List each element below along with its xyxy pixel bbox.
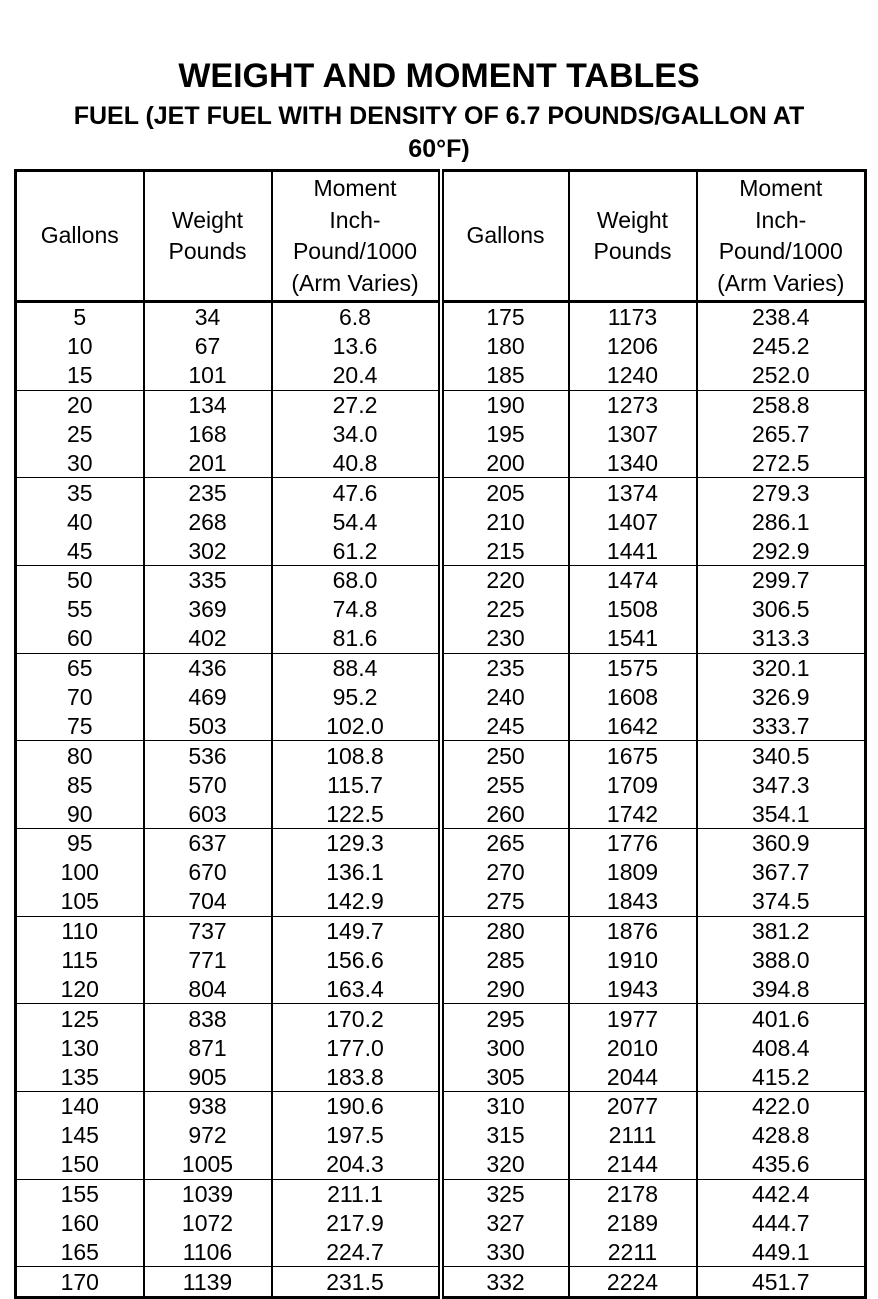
table-row xyxy=(16,974,866,1003)
cell-weight: 1307 xyxy=(569,420,697,449)
table-row xyxy=(16,624,866,653)
cell-moment: 442.4 xyxy=(697,1179,866,1208)
cell-gallons: 170 xyxy=(16,1267,144,1298)
table-row xyxy=(16,302,866,332)
cell-gallons: 95 xyxy=(16,829,144,858)
cell-moment: 231.5 xyxy=(272,1267,441,1298)
cell-gallons: 205 xyxy=(441,478,569,507)
cell-moment: 272.5 xyxy=(697,448,866,477)
header-moment-line-4: (Arm Varies) xyxy=(717,269,845,296)
cell-gallons: 145 xyxy=(16,1121,144,1150)
cell-moment: 204.3 xyxy=(272,1150,441,1179)
cell-weight: 737 xyxy=(144,916,272,945)
cell-moment: 449.1 xyxy=(697,1238,866,1267)
cell-gallons: 60 xyxy=(16,624,144,653)
cell-gallons: 120 xyxy=(16,974,144,1003)
cell-gallons: 285 xyxy=(441,946,569,975)
table-row xyxy=(16,332,866,361)
cell-gallons: 20 xyxy=(16,390,144,419)
cell-moment: 183.8 xyxy=(272,1062,441,1091)
cell-gallons: 10 xyxy=(16,332,144,361)
cell-moment: 88.4 xyxy=(272,653,441,682)
cell-weight: 1977 xyxy=(569,1004,697,1033)
cell-moment: 54.4 xyxy=(272,507,441,536)
cell-gallons: 150 xyxy=(16,1150,144,1179)
cell-gallons: 90 xyxy=(16,799,144,828)
cell-moment: 422.0 xyxy=(697,1092,866,1121)
cell-weight: 201 xyxy=(144,448,272,477)
header-weight-left xyxy=(144,171,272,302)
table-row xyxy=(16,390,866,419)
cell-moment: 401.6 xyxy=(697,1004,866,1033)
cell-weight: 168 xyxy=(144,420,272,449)
cell-moment: 444.7 xyxy=(697,1209,866,1238)
cell-moment: 13.6 xyxy=(272,332,441,361)
table-row xyxy=(16,1267,866,1298)
table-row xyxy=(16,1121,866,1150)
cell-gallons: 327 xyxy=(441,1209,569,1238)
cell-gallons: 40 xyxy=(16,507,144,536)
table-row xyxy=(16,653,866,682)
cell-gallons: 225 xyxy=(441,595,569,624)
cell-gallons: 305 xyxy=(441,1062,569,1091)
cell-gallons: 230 xyxy=(441,624,569,653)
header-gallons-label: Gallons xyxy=(466,222,545,249)
cell-weight: 1742 xyxy=(569,799,697,828)
cell-weight: 905 xyxy=(144,1062,272,1091)
cell-gallons: 125 xyxy=(16,1004,144,1033)
cell-gallons: 140 xyxy=(16,1092,144,1121)
cell-weight: 2010 xyxy=(569,1033,697,1062)
cell-gallons: 55 xyxy=(16,595,144,624)
cell-weight: 704 xyxy=(144,887,272,916)
cell-moment: 326.9 xyxy=(697,683,866,712)
cell-moment: 142.9 xyxy=(272,887,441,916)
header-moment-line-2: Inch- xyxy=(329,206,381,233)
cell-weight: 34 xyxy=(144,302,272,332)
cell-weight: 2077 xyxy=(569,1092,697,1121)
cell-moment: 306.5 xyxy=(697,595,866,624)
cell-weight: 2044 xyxy=(569,1062,697,1091)
cell-weight: 436 xyxy=(144,653,272,682)
cell-moment: 197.5 xyxy=(272,1121,441,1150)
cell-weight: 1441 xyxy=(569,536,697,565)
table-row xyxy=(16,916,866,945)
cell-gallons: 15 xyxy=(16,361,144,390)
header-moment-line-4: (Arm Varies) xyxy=(291,269,419,296)
header-gallons-label: Gallons xyxy=(40,222,119,249)
cell-gallons: 210 xyxy=(441,507,569,536)
cell-weight: 670 xyxy=(144,858,272,887)
cell-moment: 408.4 xyxy=(697,1033,866,1062)
cell-moment: 27.2 xyxy=(272,390,441,419)
cell-moment: 190.6 xyxy=(272,1092,441,1121)
cell-moment: 136.1 xyxy=(272,858,441,887)
cell-weight: 2189 xyxy=(569,1209,697,1238)
cell-weight: 570 xyxy=(144,770,272,799)
cell-moment: 61.2 xyxy=(272,536,441,565)
cell-gallons: 315 xyxy=(441,1121,569,1150)
cell-moment: 40.8 xyxy=(272,448,441,477)
cell-weight: 1106 xyxy=(144,1238,272,1267)
cell-weight: 1508 xyxy=(569,595,697,624)
cell-gallons: 310 xyxy=(441,1092,569,1121)
cell-moment: 333.7 xyxy=(697,711,866,740)
header-gallons-left xyxy=(16,171,144,302)
cell-weight: 503 xyxy=(144,711,272,740)
cell-moment: 299.7 xyxy=(697,566,866,595)
cell-gallons: 280 xyxy=(441,916,569,945)
cell-weight: 1474 xyxy=(569,566,697,595)
table-row xyxy=(16,1179,866,1208)
cell-weight: 804 xyxy=(144,974,272,1003)
table-row xyxy=(16,799,866,828)
table-row xyxy=(16,711,866,740)
cell-gallons: 135 xyxy=(16,1062,144,1091)
cell-gallons: 235 xyxy=(441,653,569,682)
cell-gallons: 110 xyxy=(16,916,144,945)
cell-moment: 74.8 xyxy=(272,595,441,624)
subtitle-line-1: FUEL (JET FUEL WITH DENSITY OF 6.7 POUNDS/GALLON AT xyxy=(73,102,805,130)
header-moment-line-2: Inch- xyxy=(755,206,807,233)
cell-moment: 6.8 xyxy=(272,302,441,332)
cell-weight: 2211 xyxy=(569,1238,697,1267)
cell-moment: 265.7 xyxy=(697,420,866,449)
cell-weight: 1139 xyxy=(144,1267,272,1298)
fuel-weight-moment-table xyxy=(14,169,867,1299)
cell-weight: 771 xyxy=(144,946,272,975)
table-row xyxy=(16,770,866,799)
cell-gallons: 295 xyxy=(441,1004,569,1033)
cell-moment: 415.2 xyxy=(697,1062,866,1091)
cell-weight: 1407 xyxy=(569,507,697,536)
table-row xyxy=(16,683,866,712)
cell-moment: 347.3 xyxy=(697,770,866,799)
cell-weight: 1005 xyxy=(144,1150,272,1179)
cell-gallons: 115 xyxy=(16,946,144,975)
cell-gallons: 85 xyxy=(16,770,144,799)
table-row xyxy=(16,1033,866,1062)
table-row xyxy=(16,858,866,887)
table-row xyxy=(16,566,866,595)
cell-weight: 101 xyxy=(144,361,272,390)
cell-weight: 972 xyxy=(144,1121,272,1150)
cell-weight: 871 xyxy=(144,1033,272,1062)
cell-moment: 47.6 xyxy=(272,478,441,507)
cell-gallons: 180 xyxy=(441,332,569,361)
cell-weight: 637 xyxy=(144,829,272,858)
cell-gallons: 5 xyxy=(16,302,144,332)
cell-gallons: 25 xyxy=(16,420,144,449)
cell-gallons: 260 xyxy=(441,799,569,828)
header-weight-right xyxy=(569,171,697,302)
cell-moment: 238.4 xyxy=(697,302,866,332)
table-row xyxy=(16,420,866,449)
cell-moment: 381.2 xyxy=(697,916,866,945)
cell-weight: 536 xyxy=(144,741,272,770)
cell-weight: 2144 xyxy=(569,1150,697,1179)
cell-gallons: 105 xyxy=(16,887,144,916)
cell-moment: 360.9 xyxy=(697,829,866,858)
cell-moment: 68.0 xyxy=(272,566,441,595)
cell-gallons: 300 xyxy=(441,1033,569,1062)
cell-gallons: 100 xyxy=(16,858,144,887)
cell-moment: 149.7 xyxy=(272,916,441,945)
table-row xyxy=(16,1004,866,1033)
cell-moment: 102.0 xyxy=(272,711,441,740)
table-row xyxy=(16,507,866,536)
cell-weight: 603 xyxy=(144,799,272,828)
cell-moment: 252.0 xyxy=(697,361,866,390)
cell-moment: 354.1 xyxy=(697,799,866,828)
cell-gallons: 325 xyxy=(441,1179,569,1208)
cell-gallons: 265 xyxy=(441,829,569,858)
header-moment-left xyxy=(272,171,441,302)
cell-moment: 211.1 xyxy=(272,1179,441,1208)
cell-moment: 170.2 xyxy=(272,1004,441,1033)
header-weight-line-1: Weight xyxy=(596,206,669,233)
cell-gallons: 70 xyxy=(16,683,144,712)
cell-gallons: 255 xyxy=(441,770,569,799)
cell-moment: 428.8 xyxy=(697,1121,866,1150)
table-row xyxy=(16,1062,866,1091)
cell-gallons: 165 xyxy=(16,1238,144,1267)
cell-moment: 122.5 xyxy=(272,799,441,828)
cell-moment: 320.1 xyxy=(697,653,866,682)
cell-gallons: 50 xyxy=(16,566,144,595)
cell-moment: 81.6 xyxy=(272,624,441,653)
cell-weight: 1072 xyxy=(144,1209,272,1238)
table-body xyxy=(16,302,866,1298)
cell-moment: 129.3 xyxy=(272,829,441,858)
cell-gallons: 320 xyxy=(441,1150,569,1179)
cell-weight: 1910 xyxy=(569,946,697,975)
cell-gallons: 45 xyxy=(16,536,144,565)
table-row xyxy=(16,536,866,565)
cell-weight: 1374 xyxy=(569,478,697,507)
cell-moment: 34.0 xyxy=(272,420,441,449)
cell-moment: 156.6 xyxy=(272,946,441,975)
cell-gallons: 80 xyxy=(16,741,144,770)
cell-weight: 1541 xyxy=(569,624,697,653)
header-moment-right xyxy=(697,171,866,302)
cell-weight: 2178 xyxy=(569,1179,697,1208)
cell-moment: 435.6 xyxy=(697,1150,866,1179)
cell-weight: 2111 xyxy=(569,1121,697,1150)
cell-weight: 1240 xyxy=(569,361,697,390)
cell-weight: 1039 xyxy=(144,1179,272,1208)
cell-gallons: 35 xyxy=(16,478,144,507)
cell-weight: 1608 xyxy=(569,683,697,712)
cell-moment: 95.2 xyxy=(272,683,441,712)
cell-weight: 938 xyxy=(144,1092,272,1121)
cell-moment: 108.8 xyxy=(272,741,441,770)
cell-moment: 340.5 xyxy=(697,741,866,770)
cell-gallons: 175 xyxy=(441,302,569,332)
header-weight-line-2: Pounds xyxy=(168,238,247,264)
cell-moment: 451.7 xyxy=(697,1267,866,1298)
cell-weight: 1776 xyxy=(569,829,697,858)
header-moment-line-3: Pound/1000 xyxy=(292,238,418,264)
cell-weight: 469 xyxy=(144,683,272,712)
cell-gallons: 65 xyxy=(16,653,144,682)
table-row xyxy=(16,1092,866,1121)
cell-weight: 1943 xyxy=(569,974,697,1003)
cell-moment: 292.9 xyxy=(697,536,866,565)
table-row xyxy=(16,595,866,624)
cell-gallons: 220 xyxy=(441,566,569,595)
cell-moment: 115.7 xyxy=(272,770,441,799)
table-row xyxy=(16,448,866,477)
cell-weight: 2224 xyxy=(569,1267,697,1298)
cell-gallons: 75 xyxy=(16,711,144,740)
cell-weight: 67 xyxy=(144,332,272,361)
cell-moment: 279.3 xyxy=(697,478,866,507)
cell-weight: 1709 xyxy=(569,770,697,799)
cell-moment: 258.8 xyxy=(697,390,866,419)
header-weight-line-2: Pounds xyxy=(593,238,672,264)
cell-weight: 1675 xyxy=(569,741,697,770)
cell-weight: 1876 xyxy=(569,916,697,945)
cell-gallons: 215 xyxy=(441,536,569,565)
table-row xyxy=(16,946,866,975)
cell-weight: 1206 xyxy=(569,332,697,361)
table-row xyxy=(16,1150,866,1179)
cell-weight: 235 xyxy=(144,478,272,507)
cell-gallons: 195 xyxy=(441,420,569,449)
table-header-row xyxy=(16,171,866,302)
cell-gallons: 30 xyxy=(16,448,144,477)
cell-gallons: 160 xyxy=(16,1209,144,1238)
cell-moment: 217.9 xyxy=(272,1209,441,1238)
cell-weight: 838 xyxy=(144,1004,272,1033)
cell-moment: 394.8 xyxy=(697,974,866,1003)
cell-gallons: 250 xyxy=(441,741,569,770)
cell-gallons: 275 xyxy=(441,887,569,916)
header-moment-line-1: Moment xyxy=(739,175,823,201)
cell-weight: 1340 xyxy=(569,448,697,477)
page-title: WEIGHT AND MOMENT TABLES xyxy=(178,57,700,95)
cell-gallons: 245 xyxy=(441,711,569,740)
cell-gallons: 240 xyxy=(441,683,569,712)
header-moment-line-1: Moment xyxy=(313,175,397,201)
cell-weight: 402 xyxy=(144,624,272,653)
header-moment-line-3: Pound/1000 xyxy=(718,238,843,264)
table-row xyxy=(16,1238,866,1267)
cell-moment: 163.4 xyxy=(272,974,441,1003)
table-row xyxy=(16,887,866,916)
cell-gallons: 130 xyxy=(16,1033,144,1062)
cell-gallons: 330 xyxy=(441,1238,569,1267)
cell-gallons: 332 xyxy=(441,1267,569,1298)
cell-gallons: 290 xyxy=(441,974,569,1003)
cell-weight: 1173 xyxy=(569,302,697,332)
subtitle-line-2: 60°F) xyxy=(408,135,470,163)
cell-gallons: 185 xyxy=(441,361,569,390)
cell-weight: 369 xyxy=(144,595,272,624)
header-weight-line-1: Weight xyxy=(171,206,244,233)
cell-moment: 367.7 xyxy=(697,858,866,887)
cell-weight: 1273 xyxy=(569,390,697,419)
cell-gallons: 190 xyxy=(441,390,569,419)
cell-weight: 1809 xyxy=(569,858,697,887)
fuel-table-container xyxy=(14,169,864,1299)
cell-moment: 313.3 xyxy=(697,624,866,653)
table-row xyxy=(16,741,866,770)
cell-weight: 1843 xyxy=(569,887,697,916)
cell-moment: 245.2 xyxy=(697,332,866,361)
cell-weight: 134 xyxy=(144,390,272,419)
cell-moment: 374.5 xyxy=(697,887,866,916)
cell-moment: 388.0 xyxy=(697,946,866,975)
cell-moment: 20.4 xyxy=(272,361,441,390)
cell-moment: 286.1 xyxy=(697,507,866,536)
cell-weight: 335 xyxy=(144,566,272,595)
cell-moment: 224.7 xyxy=(272,1238,441,1267)
table-row xyxy=(16,1209,866,1238)
table-row xyxy=(16,478,866,507)
cell-gallons: 155 xyxy=(16,1179,144,1208)
cell-gallons: 270 xyxy=(441,858,569,887)
table-row xyxy=(16,361,866,390)
cell-gallons: 200 xyxy=(441,448,569,477)
header-gallons-right xyxy=(441,171,569,302)
page-subtitle xyxy=(20,100,858,166)
cell-weight: 268 xyxy=(144,507,272,536)
table-row xyxy=(16,829,866,858)
cell-moment: 177.0 xyxy=(272,1033,441,1062)
cell-weight: 1575 xyxy=(569,653,697,682)
cell-weight: 302 xyxy=(144,536,272,565)
cell-weight: 1642 xyxy=(569,711,697,740)
